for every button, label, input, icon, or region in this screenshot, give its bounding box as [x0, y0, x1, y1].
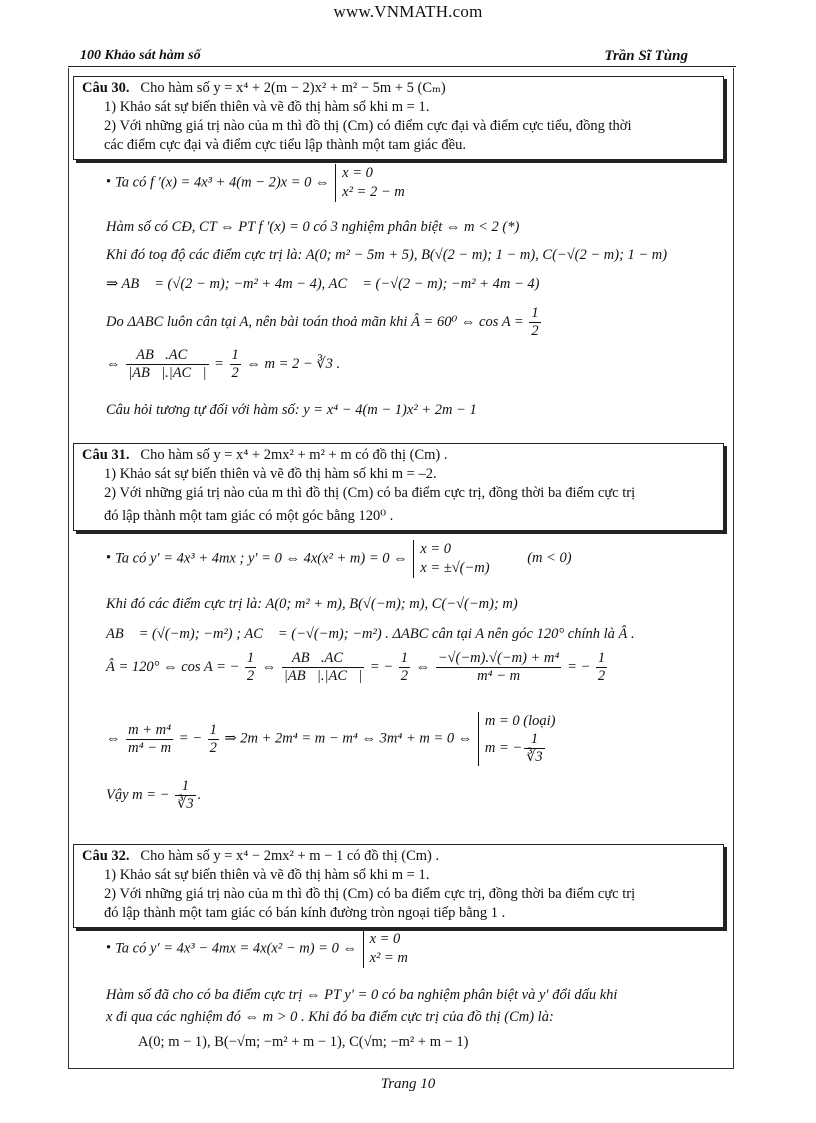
q30-angle-condition: [106, 305, 543, 340]
q31-angle-text: Â = 120° ⇔ cos A = −: [106, 658, 240, 675]
question-30-part2-cont: các điểm cực đại và điểm cực tiểu lập thành một tam giác đều.: [104, 137, 466, 153]
q31-frac-1-num: 1: [246, 650, 255, 666]
bullet-icon: •: [106, 174, 112, 191]
question-31-statement: Cho hàm số y = x⁴ + 2mx² + m² + m có đồ thị (Cm) .: [140, 447, 448, 463]
q31-solve-line: [106, 712, 556, 766]
q31-frac-5-den: 2: [597, 668, 606, 684]
q31-frac-9-num: 1: [175, 778, 196, 796]
question-31-part2: 2) Với những giá trị nào của m thì đồ thị (Cm) có ba điểm cực trị, đồng thời ba điểm cực trị: [104, 485, 636, 501]
q30-cos-equation: [106, 347, 340, 382]
q31-frac-4-den: m⁴ − m: [477, 668, 521, 684]
question-31-part1: 1) Khảo sát sự biến thiên và vẽ đồ thị hàm số khi m = –2.: [104, 466, 437, 482]
q31-root1: x = 0: [420, 541, 451, 557]
q30-half-den-2: 2: [231, 365, 239, 381]
q32-root2: x² = m: [369, 950, 408, 966]
q30-half-num: 1: [531, 305, 539, 321]
q31-equals-2: = −: [567, 658, 591, 675]
q31-frac-5-num: 1: [597, 650, 606, 666]
q30-cos-den: |AB⃗|.|AC⃗|: [128, 365, 207, 381]
page-number: Trang 10: [380, 1076, 436, 1092]
q31-equiv-3: ⇔: [106, 730, 121, 747]
q30-half-fraction: [529, 305, 540, 340]
q31-system: [413, 540, 489, 578]
q31-frac-8-den: ∛3: [526, 749, 543, 765]
q30-result: ⇔ m = 2 − ∛3 .: [246, 355, 341, 372]
q30-half-fraction-2: [230, 347, 241, 382]
q32-system: [363, 930, 408, 968]
q31-frac-7: [208, 722, 219, 757]
q31-frac-3-num: 1: [400, 650, 408, 666]
q30-half-den: 2: [531, 323, 539, 339]
q32-derivative-line: [106, 930, 408, 968]
q31-frac-5: [596, 650, 607, 685]
q31-root2: x = ±√(−m): [420, 560, 490, 576]
q30-vectors: ⇒ AB⃗ = (√(2 − m); −m² + 4m − 4), AC⃗ = (−√(2 − m); −m² + 4m − 4): [106, 276, 540, 292]
question-31-part2-cont: đó lập thành một tam giác có một góc bằng 120⁰ .: [104, 508, 394, 524]
q30-half-num-2: 1: [231, 347, 239, 363]
q30-similar-question: Câu hỏi tương tự đối với hàm số: y = x⁴ − 4(m − 1)x² + 2m − 1: [106, 402, 477, 418]
q32-extrema-points: A(0; m − 1), B(−√m; −m² + m − 1), C(√m; −m² + m − 1): [138, 1034, 469, 1050]
question-30-statement: Cho hàm số y = x⁴ + 2(m − 2)x² + m² − 5m + 5 (Cₘ): [140, 80, 446, 96]
question-32-part2-cont: đó lập thành một tam giác có bán kính đường tròn ngoại tiếp bằng 1 .: [104, 905, 506, 921]
q31-frac-6: [126, 722, 173, 757]
q30-cos-fraction: [126, 347, 208, 382]
question-32-part1: 1) Khảo sát sự biến thiên và vẽ đồ thị hàm số khi m = 1.: [104, 867, 430, 883]
q30-system: [335, 164, 405, 202]
q31-frac-4: [436, 650, 562, 685]
question-32-part2: 2) Với những giá trị nào của m thì đồ thị (Cm) có ba điểm cực trị, đồng thời ba điểm cực trị: [104, 886, 636, 902]
q31-frac-6-num: m + m⁴: [128, 721, 172, 738]
question-30-part1: 1) Khảo sát sự biến thiên và vẽ đồ thị hàm số khi m = 1.: [104, 99, 430, 115]
q30-derivative-text: Ta có f ′(x) = 4x³ + 4(m − 2)x = 0 ⇔: [115, 174, 330, 191]
q31-extrema-points: Khi đó các điểm cực trị là: A(0; m² + m), B(√(−m); m), C(−√(−m); m): [106, 596, 518, 612]
q31-frac-8: [524, 731, 545, 766]
q31-equiv-2: ⇔: [415, 658, 431, 675]
q31-conclusion-text: Vậy m = −: [106, 786, 170, 803]
q31-solution-1: m = 0 (loại): [484, 713, 556, 729]
q31-frac-8-num: 1: [524, 731, 545, 749]
q31-frac-3-den: 2: [400, 668, 408, 684]
bullet-icon: •: [106, 940, 112, 957]
header-rule: [68, 66, 736, 67]
q30-cos-num: AB⃗.AC⃗: [126, 347, 208, 365]
q31-frac-9-den: ∛3: [177, 796, 194, 812]
q31-condition-note: (m < 0): [527, 550, 572, 567]
q30-condition: Hàm số có CĐ, CT ⇔ PT f ′(x) = 0 có 3 nghiệm phân biệt ⇔ m < 2 (*): [106, 219, 520, 235]
q31-vectors: AB⃗ = (√(−m); −m²) ; AC⃗ = (−√(−m); −m²) . ΔABC cân tại A nên góc 120° chính là Â .: [106, 626, 635, 642]
q32-root1: x = 0: [369, 931, 401, 947]
q31-frac-9: [175, 778, 196, 813]
q30-equiv: ⇔: [106, 355, 121, 372]
q31-equals-3: = −: [178, 730, 202, 747]
bullet-icon: •: [106, 550, 112, 567]
q31-derivative-line: [106, 540, 572, 578]
q31-equiv-1: ⇔: [261, 658, 277, 675]
question-31-box: [73, 443, 724, 531]
q30-extrema-points: Khi đó toạ độ các điểm cực trị là: A(0; m² − 5m + 5), B(√(2 − m); 1 − m), C(−√(2 − m); 1 − m): [106, 247, 668, 263]
question-31-label: Câu 31.: [82, 447, 130, 463]
q31-frac-2: [282, 650, 364, 685]
q31-frac-2-den: |AB⃗|.|AC⃗|: [283, 668, 363, 684]
q31-conclusion: Vậy m = − $\frac{1}{∛3}$ .: [106, 778, 202, 812]
question-30-label: Câu 30.: [82, 80, 130, 96]
q30-angle-text: Do ΔABC luôn cân tại A, nên bài toán thoả mãn khi Â = 60⁰ ⇔ cos A =: [106, 313, 524, 330]
q31-equals-1: = −: [369, 658, 394, 675]
q31-frac-6-den: m⁴ − m: [128, 739, 172, 756]
q31-solve-text: ⇒ 2m + 2m⁴ = m − m⁴ ⇔ 3m⁴ + m = 0 ⇔: [224, 730, 473, 747]
q32-derivative-text: Ta có y′ = 4x³ − 4mx = 4x(x² − m) = 0 ⇔: [115, 940, 357, 957]
q30-root1: x = 0: [342, 165, 373, 181]
question-30-box: [73, 76, 724, 160]
question-32-statement: Cho hàm số y = x⁴ − 2mx² + m − 1 có đồ thị (Cm) .: [140, 848, 440, 864]
q31-frac-1: [245, 650, 256, 685]
q30-derivative-line: [106, 164, 405, 202]
q31-frac-7-den: 2: [209, 739, 217, 756]
site-url: www.VNMATH.com: [333, 2, 483, 21]
q31-frac-3: [399, 650, 410, 685]
header-author: Trần Sĩ Tùng: [604, 48, 688, 64]
question-32-box: [73, 844, 724, 928]
q31-solution-system: [478, 712, 556, 766]
q31-frac-7-num: 1: [209, 721, 217, 738]
q30-equals: =: [214, 355, 224, 372]
q31-cos-equation: [106, 650, 609, 685]
q31-derivative-text: Ta có y′ = 4x³ + 4mx ; y′ = 0 ⇔ 4x(x² + m) = 0 ⇔: [115, 550, 408, 567]
q32-condition-cont: x đi qua các nghiệm đó ⇔ m > 0 . Khi đó ba điểm cực trị của đồ thị (Cm) là:: [106, 1009, 554, 1025]
question-32-label: Câu 32.: [82, 848, 130, 864]
q32-condition: Hàm số đã cho có ba điểm cực trị ⇔ PT y′ = 0 có ba nghiệm phân biệt và y′ đổi dấu khi: [106, 987, 618, 1003]
q31-solution-2-text: m = −: [484, 739, 523, 756]
q31-frac-1-den: 2: [246, 668, 255, 684]
q31-frac-4-num: −√(−m).√(−m) + m⁴: [437, 650, 560, 666]
q31-frac-2-num: AB⃗.AC⃗: [282, 650, 364, 668]
header-book-title: 100 Khảo sát hàm số: [80, 48, 201, 63]
question-30-part2: 2) Với những giá trị nào của m thì đồ thị (Cm) có điểm cực đại và điểm cực tiểu, đồng thời: [104, 118, 632, 134]
q30-root2: x² = 2 − m: [342, 184, 405, 200]
